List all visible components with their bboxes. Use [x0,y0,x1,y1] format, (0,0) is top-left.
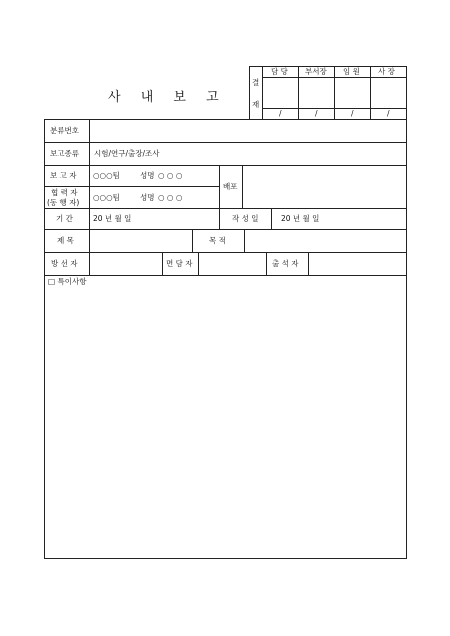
period-label: 기 간 [56,214,73,223]
approval-date-mark: / [351,109,354,118]
approval-label-top: 결 [252,78,260,87]
cooperator-label-sub: (동 행 자) [47,198,80,207]
attendee-field[interactable] [309,253,405,274]
classification-label: 분류번호 [50,126,79,135]
attendee-label: 출 석 자 [272,259,299,268]
distribution-label: 배포 [223,182,238,191]
report-type-value: 시험/연구/출장/조사 [94,149,160,158]
visited-label: 방 선 자 [51,259,78,268]
approval-date-mark: / [315,109,318,118]
visited-field[interactable] [90,253,161,274]
approval-role-staff: 담 당 [271,67,288,76]
reporter-name-value: ○ ○ ○ [158,171,183,180]
approval-date-mark: / [279,109,282,118]
subject-label: 제 목 [57,236,74,245]
reporter-name-label: 성명 [140,171,155,180]
remarks-field[interactable] [45,290,405,557]
approval-label-bottom: 재 [252,100,260,109]
written-date-value: 20 년 월 일 [281,214,320,223]
distribution-field[interactable] [243,166,405,207]
cooperator-name-label: 성명 [140,193,155,202]
cooperator-label: 협 력 자 [51,188,78,197]
remarks-label: □ 특이사항 [48,277,87,286]
page-title: 사 내 보 고 [108,90,227,105]
classification-field[interactable] [90,120,405,142]
period-value: 20 년 월 일 [93,214,132,223]
reporter-label: 보 고 자 [50,171,77,180]
interviewee-label: 면 담 자 [166,259,193,268]
report-type-label: 보고종류 [50,149,79,158]
subject-field[interactable] [90,230,191,251]
purpose-label: 목 적 [209,236,226,245]
written-date-label: 작 성 일 [232,214,259,223]
reporter-team: ○○○팀 [93,171,120,180]
purpose-field[interactable] [245,230,405,251]
cooperator-team: ○○○팀 [93,193,120,202]
interviewee-field[interactable] [199,253,265,274]
approval-role-dept-head: 부서장 [305,67,327,76]
approval-role-executive: 임 원 [343,67,360,76]
cooperator-name-value: ○ ○ ○ [158,193,183,202]
approval-role-president: 사 장 [378,67,395,76]
approval-date-mark: / [387,109,390,118]
